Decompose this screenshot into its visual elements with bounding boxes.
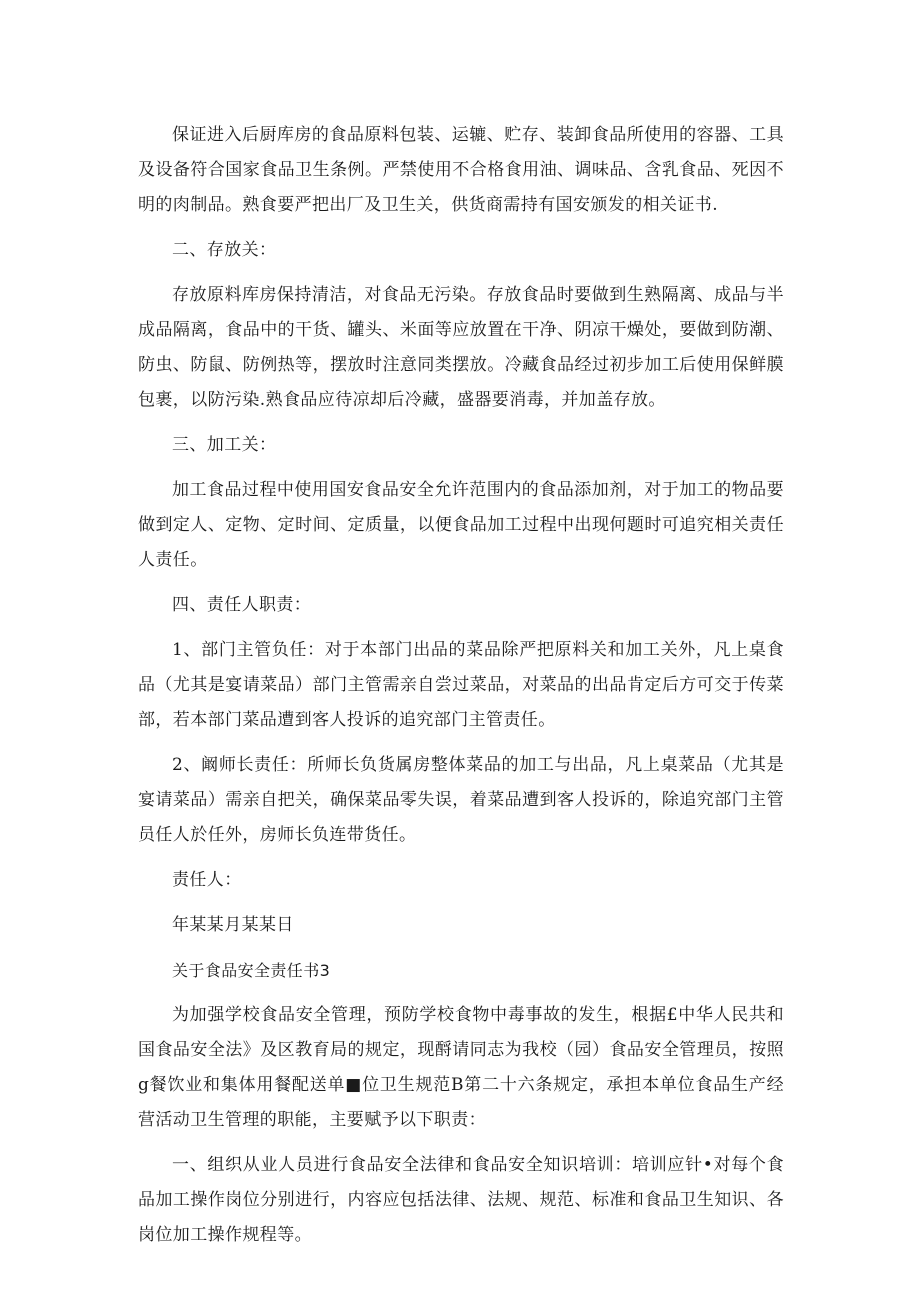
- document-body: [138, 118, 784, 1253]
- paragraph-intro: 为加强学校食品安全管理，预防学校食物中毒事故的发生，根据£中华人民共和国食品安全法》及区教育局的规定，现酹请同志为我校（园）食品安全管理员，按照g餐饮业和集体用餐配送单■位卫生规范B第二十六条规定，承担本单位食品生产经营活动卫生管理的职能，主要赋予以下职责：: [138, 1005, 784, 1130]
- signature-label: 责任人：: [172, 870, 242, 890]
- paragraph-duty-manager: 1、部门主管负任：对于本部门出品的菜品除严把原料关和加工关外，凡上桌食品（尤其是宴请菜品）部门主管需亲自尝过菜品，对菜品的出品肯定后方可交于传菜部，若本部门菜品遭到客人投诉的追究部门主管责任。: [138, 640, 784, 730]
- paragraph-duty-chef: 2、阚师长责任：所师长负货属房整体菜品的加工与出品，凡上桌菜品（尤其是宴请菜品）需亲自把关，确保菜品零失误，着菜品遭到客人投诉的，除追究部门主管员任人於任外，房师长负连带货任。: [138, 755, 784, 845]
- section-heading-processing: 三、加工关：: [172, 435, 277, 455]
- section-heading-duties: 四、责任人职责：: [172, 595, 312, 615]
- date-line: 年某某月某某日: [172, 915, 294, 935]
- section-heading-storage: 二、存放关：: [172, 240, 277, 260]
- paragraph-processing: 加工食品过程中使用国安食品安全允许范围内的食品添加剂，对于加工的物品要做到定人、定物、定时间、定质量，以便食品加工过程中出现何题时可追究相关责任人责任。: [138, 480, 784, 570]
- document-title-3: 关于食品安全责任书3: [172, 961, 331, 980]
- paragraph-training: 一、组织从业人员进行食品安全法律和食品安全知识培训：培训应针•对每个食品加工操作岗位分别进行，内容应包括法律、法规、规范、标准和食品卫生知识、各岗位加工操作规程等。: [138, 1155, 784, 1245]
- paragraph-sourcing: 保证进入后厨库房的食品原料包装、运辘、贮存、装卸食品所使用的容器、工具及设备符合国家食品卫生条例。严禁使用不合格食用油、调味品、含乳食品、死因不明的肉制品。熟食要严把出厂及卫生关，供货商需持有国安颁发的相关证书.: [138, 125, 784, 215]
- paragraph-storage: 存放原料库房保持清洁，对食品无污染。存放食品时要做到生熟隔离、成品与半成品隔离，食品中的干货、罐头、米面等应放置在干净、阴凉干燥处，要做到防潮、防虫、防鼠、防例热等，摆放时注意同类摆放。冷藏食品经过初步加工后使用保鲜膜包裹，以防污染.熟食品应待凉却后冷藏，盛器要消毒，并加盖存放。: [138, 285, 784, 410]
